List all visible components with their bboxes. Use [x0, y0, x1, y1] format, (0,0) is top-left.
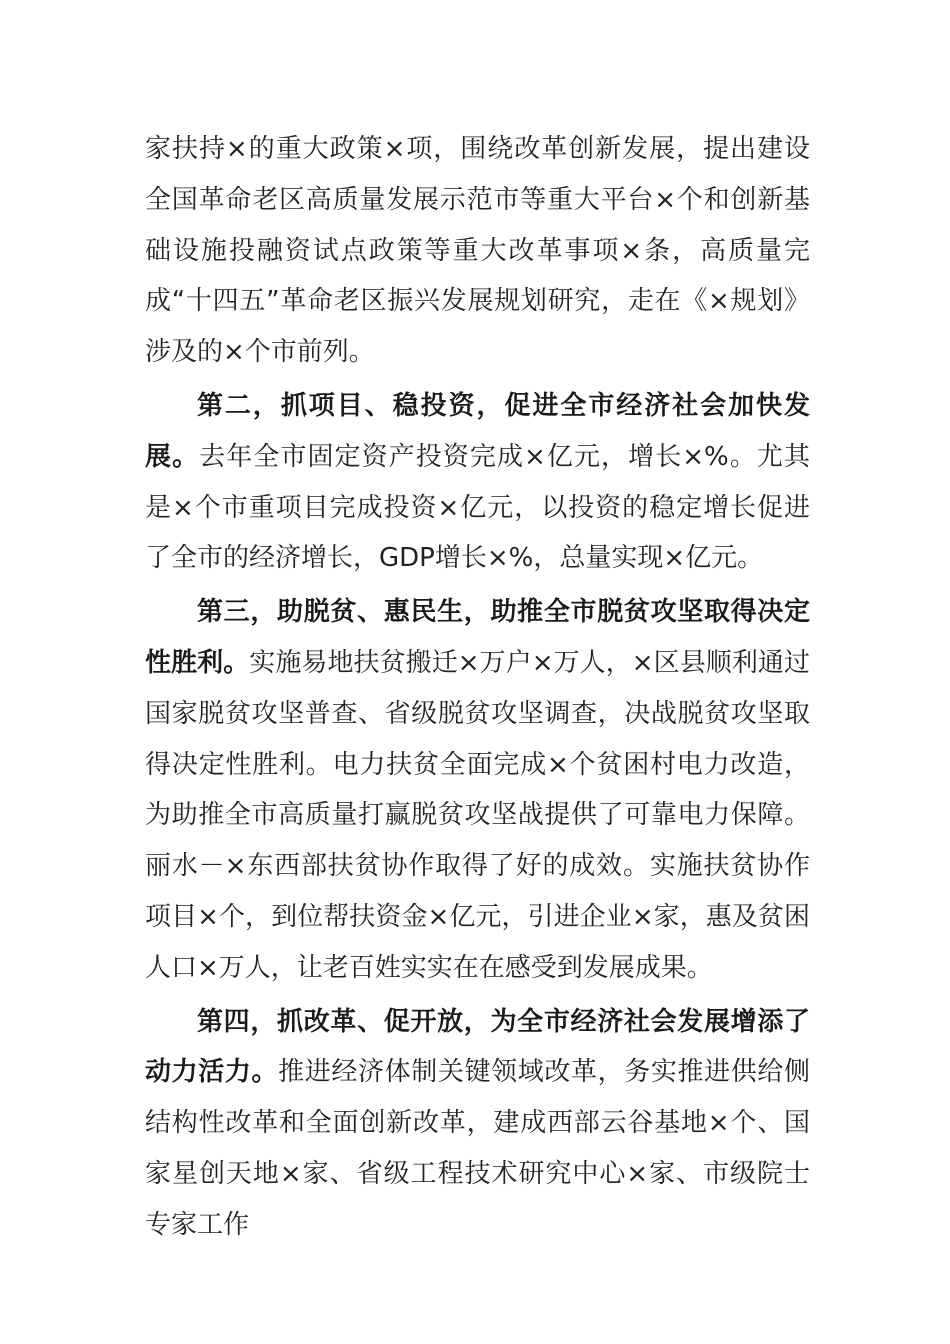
paragraph-text: 家扶持×的重大政策×项，围绕改革创新发展，提出建设全国革命老区高质量发展示范市等重大平台×个和创新基础设施投融资试点政策等重大改革事项×条，高质量完成“十四五”革命老区振兴发展规划研究，走在《×规划》涉及的×个市前列。 [145, 134, 810, 368]
paragraph-heading: 第四，抓改革、促开放，为全市经济社会发展增添了动力活力。 [145, 1006, 810, 1088]
paragraph-fourth-point [145, 997, 810, 1251]
paragraph-text: 实施易地扶贫搬迁×万户×万人，×区县顺利通过国家脱贫攻坚普查、省级脱贫攻坚调查，决战脱贫攻坚取得决定性胜利。电力扶贫全面完成×个贫困村电力改造，为助推全市高质量打赢脱贫攻坚战提供了可靠电力保障。丽水－×东西部扶贫协作取得了好的成效。实施扶贫协作项目×个，到位帮扶资金×亿元，引进企业×家，惠及贫困人口×万人，让老百姓实实在在感受到发展成果。 [145, 647, 810, 983]
paragraph-continuation [145, 124, 810, 378]
paragraph-text: 去年全市固定资产投资完成×亿元，增长×%。尤其是×个市重项目完成投资×亿元，以投资的稳定增长促进了全市的经济增长，GDP增长×%，总量实现×亿元。 [145, 441, 810, 574]
paragraph-text: 推进经济体制关键领域改革，务实推进供给侧结构性改革和全面创新改革，建成西部云谷基地×个、国家星创天地×家、省级工程技术研究中心×家、市级院士专家工作 [145, 1057, 810, 1240]
paragraph-second-point [145, 381, 810, 584]
paragraph-heading: 第三，助脱贫、惠民生，助推全市脱贫攻坚取得决定性胜利。 [145, 597, 810, 678]
paragraph-third-point [145, 587, 810, 993]
document-body [145, 124, 810, 1254]
paragraph-heading: 第二，抓项目、稳投资，促进全市经济社会加快发展。 [145, 390, 810, 472]
